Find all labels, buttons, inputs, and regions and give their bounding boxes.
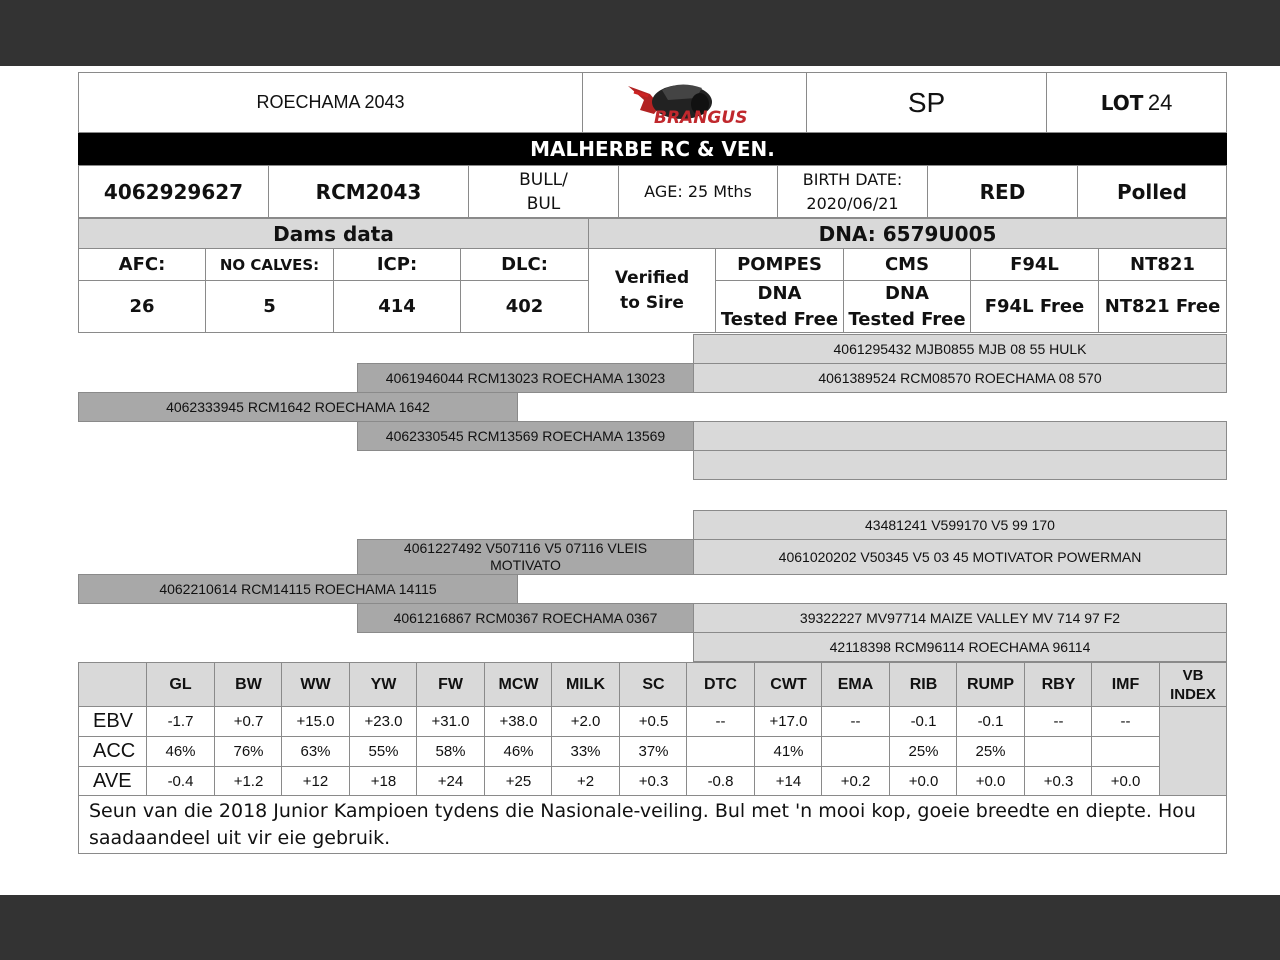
vb-index-label-line2: INDEX — [1170, 685, 1216, 703]
pedigree-sire-sire-dam: 4061389524 RCM08570 ROECHAMA 08 570 — [693, 363, 1227, 393]
dna-value-nt821: NT821 Free — [1098, 280, 1227, 333]
dams-value-icp: 414 — [333, 280, 461, 333]
vb-index-label-line1: VB — [1182, 666, 1204, 684]
dna-header-pompes: POMPES — [715, 248, 844, 281]
sex-line1: BULL/ — [519, 169, 568, 190]
dams-value-dlc: 402 — [460, 280, 589, 333]
dna-value-f94l: F94L Free — [970, 280, 1099, 333]
ebv-header-ema: EMA — [821, 662, 890, 707]
registration-number: 4062929627 — [78, 165, 269, 218]
ebv-cell: 76% — [214, 736, 283, 767]
ebv-cell: +14 — [754, 766, 823, 797]
birth-date — [777, 165, 928, 218]
pedigree-dam-sire-dam: 4061020202 V50345 V5 03 45 MOTIVATOR POWERMAN — [693, 539, 1227, 575]
ebv-cell: -- — [1024, 706, 1093, 737]
ebv-header-cwt: CWT — [754, 662, 823, 707]
ebv-cell: +0.5 — [619, 706, 688, 737]
ebv-cell: +25 — [484, 766, 553, 797]
horn-status: Polled — [1077, 165, 1227, 218]
ebv-cell: +0.7 — [214, 706, 283, 737]
ebv-cell: +0.2 — [821, 766, 890, 797]
ebv-cell: 37% — [619, 736, 688, 767]
ebv-cell: 46% — [484, 736, 553, 767]
ebv-cell: -1.7 — [146, 706, 215, 737]
lot-label: LOT — [1100, 90, 1144, 115]
dna-title: DNA: 6579U005 — [588, 218, 1227, 249]
ebv-cell: 33% — [551, 736, 620, 767]
sex — [468, 165, 619, 218]
ebv-cell — [1091, 736, 1160, 767]
verified-to-sire: Verified to Sire — [588, 248, 716, 333]
ebv-cell: 41% — [754, 736, 823, 767]
dna-header-f94l: F94L — [970, 248, 1099, 281]
pedigree-dam-sire-sire: 43481241 V599170 V5 99 170 — [693, 510, 1227, 540]
dams-header-dlc: DLC: — [460, 248, 589, 281]
ebv-cell: +0.0 — [889, 766, 958, 797]
animal-name: ROECHAMA 2043 — [78, 72, 583, 133]
ebv-corner — [78, 662, 147, 707]
dams-value-afc: 26 — [78, 280, 206, 333]
dna-value-pompes — [715, 280, 844, 333]
ebv-cell: +0.3 — [619, 766, 688, 797]
pedigree-sire-dam: 4062330545 RCM13569 ROECHAMA 13569 — [357, 421, 694, 451]
ebv-cell: +2.0 — [551, 706, 620, 737]
dna-value-cms-line1: DNA — [885, 282, 929, 304]
bottom-dark-bar — [0, 895, 1280, 960]
ebv-cell: +15.0 — [281, 706, 350, 737]
ebv-header-fw: FW — [416, 662, 485, 707]
ebv-header-dtc: DTC — [686, 662, 755, 707]
pedigree-dam-dam: 4061216867 RCM0367 ROECHAMA 0367 — [357, 603, 694, 633]
top-dark-bar — [0, 0, 1280, 66]
age: AGE: 25 Mths — [618, 165, 778, 218]
pedigree-dam-dam-sire: 39322227 MV97714 MAIZE VALLEY MV 714 97 F2 — [693, 603, 1227, 633]
ebv-cell — [821, 736, 890, 767]
ebv-header-vb-index — [1159, 662, 1227, 707]
ebv-header-rib: RIB — [889, 662, 958, 707]
pedigree-sire: 4062333945 RCM1642 ROECHAMA 1642 — [78, 392, 518, 422]
ebv-header-yw: YW — [349, 662, 418, 707]
brangus-logo — [582, 72, 807, 133]
dams-header-icp: ICP: — [333, 248, 461, 281]
bull-head-icon — [620, 80, 770, 126]
ebv-header-milk: MILK — [551, 662, 620, 707]
dna-value-pompes-line1: DNA — [757, 282, 802, 304]
pedigree-sire-sire: 4061946044 RCM13023 ROECHAMA 13023 — [357, 363, 694, 393]
pedigree-dam-sire: 4061227492 V507116 V5 07116 VLEIS MOTIVATO — [357, 539, 694, 575]
ebv-cell: 63% — [281, 736, 350, 767]
ebv-cell: -- — [1091, 706, 1160, 737]
ebv-cell: 46% — [146, 736, 215, 767]
ebv-cell: -- — [686, 706, 755, 737]
dams-header-afc: AFC: — [78, 248, 206, 281]
ebv-cell: +23.0 — [349, 706, 418, 737]
ebv-cell: 25% — [956, 736, 1025, 767]
sex-line2: BUL — [526, 193, 561, 214]
ebv-row-label-ebv: EBV — [78, 706, 147, 737]
birth-date-label: BIRTH DATE: — [802, 169, 903, 189]
herd-id: RCM2043 — [268, 165, 469, 218]
pedigree-dam-dam-dam: 42118398 RCM96114 ROECHAMA 96114 — [693, 632, 1227, 662]
ebv-vb-index-value — [1159, 706, 1227, 797]
ebv-cell: +17.0 — [754, 706, 823, 737]
dna-value-pompes-line2: Tested Free — [720, 308, 839, 330]
pedigree-dam: 4062210614 RCM14115 ROECHAMA 14115 — [78, 574, 518, 604]
pedigree-sire-dam-sire — [693, 421, 1227, 451]
dna-header-cms: CMS — [843, 248, 971, 281]
dams-value-no-calves: 5 — [205, 280, 334, 333]
ebv-cell: +0.3 — [1024, 766, 1093, 797]
color: RED — [927, 165, 1078, 218]
ebv-row-label-acc: ACC — [78, 736, 147, 767]
pedigree-sire-dam-dam — [693, 450, 1227, 480]
ebv-cell — [1024, 736, 1093, 767]
ebv-cell: -0.4 — [146, 766, 215, 797]
ebv-cell: -- — [821, 706, 890, 737]
ebv-cell: -0.1 — [956, 706, 1025, 737]
comment-text: Seun van die 2018 Junior Kampioen tydens die Nasionale-veiling. Bul met 'n mooi kop, goeie breedte en diepte. Hou saadaandeel uit vir eie gebruik. — [78, 795, 1227, 854]
ebv-cell: +24 — [416, 766, 485, 797]
ebv-cell: 55% — [349, 736, 418, 767]
ebv-cell: -0.8 — [686, 766, 755, 797]
ebv-header-ww: WW — [281, 662, 350, 707]
dams-header-no-calves: NO CALVES: — [205, 248, 334, 281]
ebv-header-gl: GL — [146, 662, 215, 707]
lot-number: 24 — [1147, 89, 1173, 115]
ebv-header-imf: IMF — [1091, 662, 1160, 707]
ebv-cell: +2 — [551, 766, 620, 797]
dams-data-title: Dams data — [78, 218, 589, 249]
ebv-header-sc: SC — [619, 662, 688, 707]
ebv-cell: +18 — [349, 766, 418, 797]
dna-value-cms-line2: Tested Free — [848, 308, 966, 330]
pedigree-sire-sire-sire: 4061295432 MJB0855 MJB 08 55 HULK — [693, 334, 1227, 364]
ebv-cell: 58% — [416, 736, 485, 767]
ebv-cell — [686, 736, 755, 767]
ebv-header-rby: RBY — [1024, 662, 1093, 707]
ebv-cell: +0.0 — [1091, 766, 1160, 797]
ebv-row-label-ave: AVE — [78, 766, 147, 797]
ebv-cell: +1.2 — [214, 766, 283, 797]
dna-header-nt821: NT821 — [1098, 248, 1227, 281]
birth-date-value: 2020/06/21 — [806, 193, 899, 213]
dna-value-cms — [843, 280, 971, 333]
ebv-header-rump: RUMP — [956, 662, 1025, 707]
ebv-cell: +0.0 — [956, 766, 1025, 797]
sp-indicator: SP — [806, 72, 1047, 133]
ebv-cell: -0.1 — [889, 706, 958, 737]
breeder-bar: MALHERBE RC & VEN. — [78, 133, 1227, 165]
ebv-cell: +31.0 — [416, 706, 485, 737]
svg-text:BRANGUS: BRANGUS — [653, 107, 747, 126]
lot-box — [1046, 72, 1227, 133]
ebv-cell: +12 — [281, 766, 350, 797]
ebv-header-mcw: MCW — [484, 662, 553, 707]
ebv-header-bw: BW — [214, 662, 283, 707]
ebv-cell: +38.0 — [484, 706, 553, 737]
ebv-cell: 25% — [889, 736, 958, 767]
